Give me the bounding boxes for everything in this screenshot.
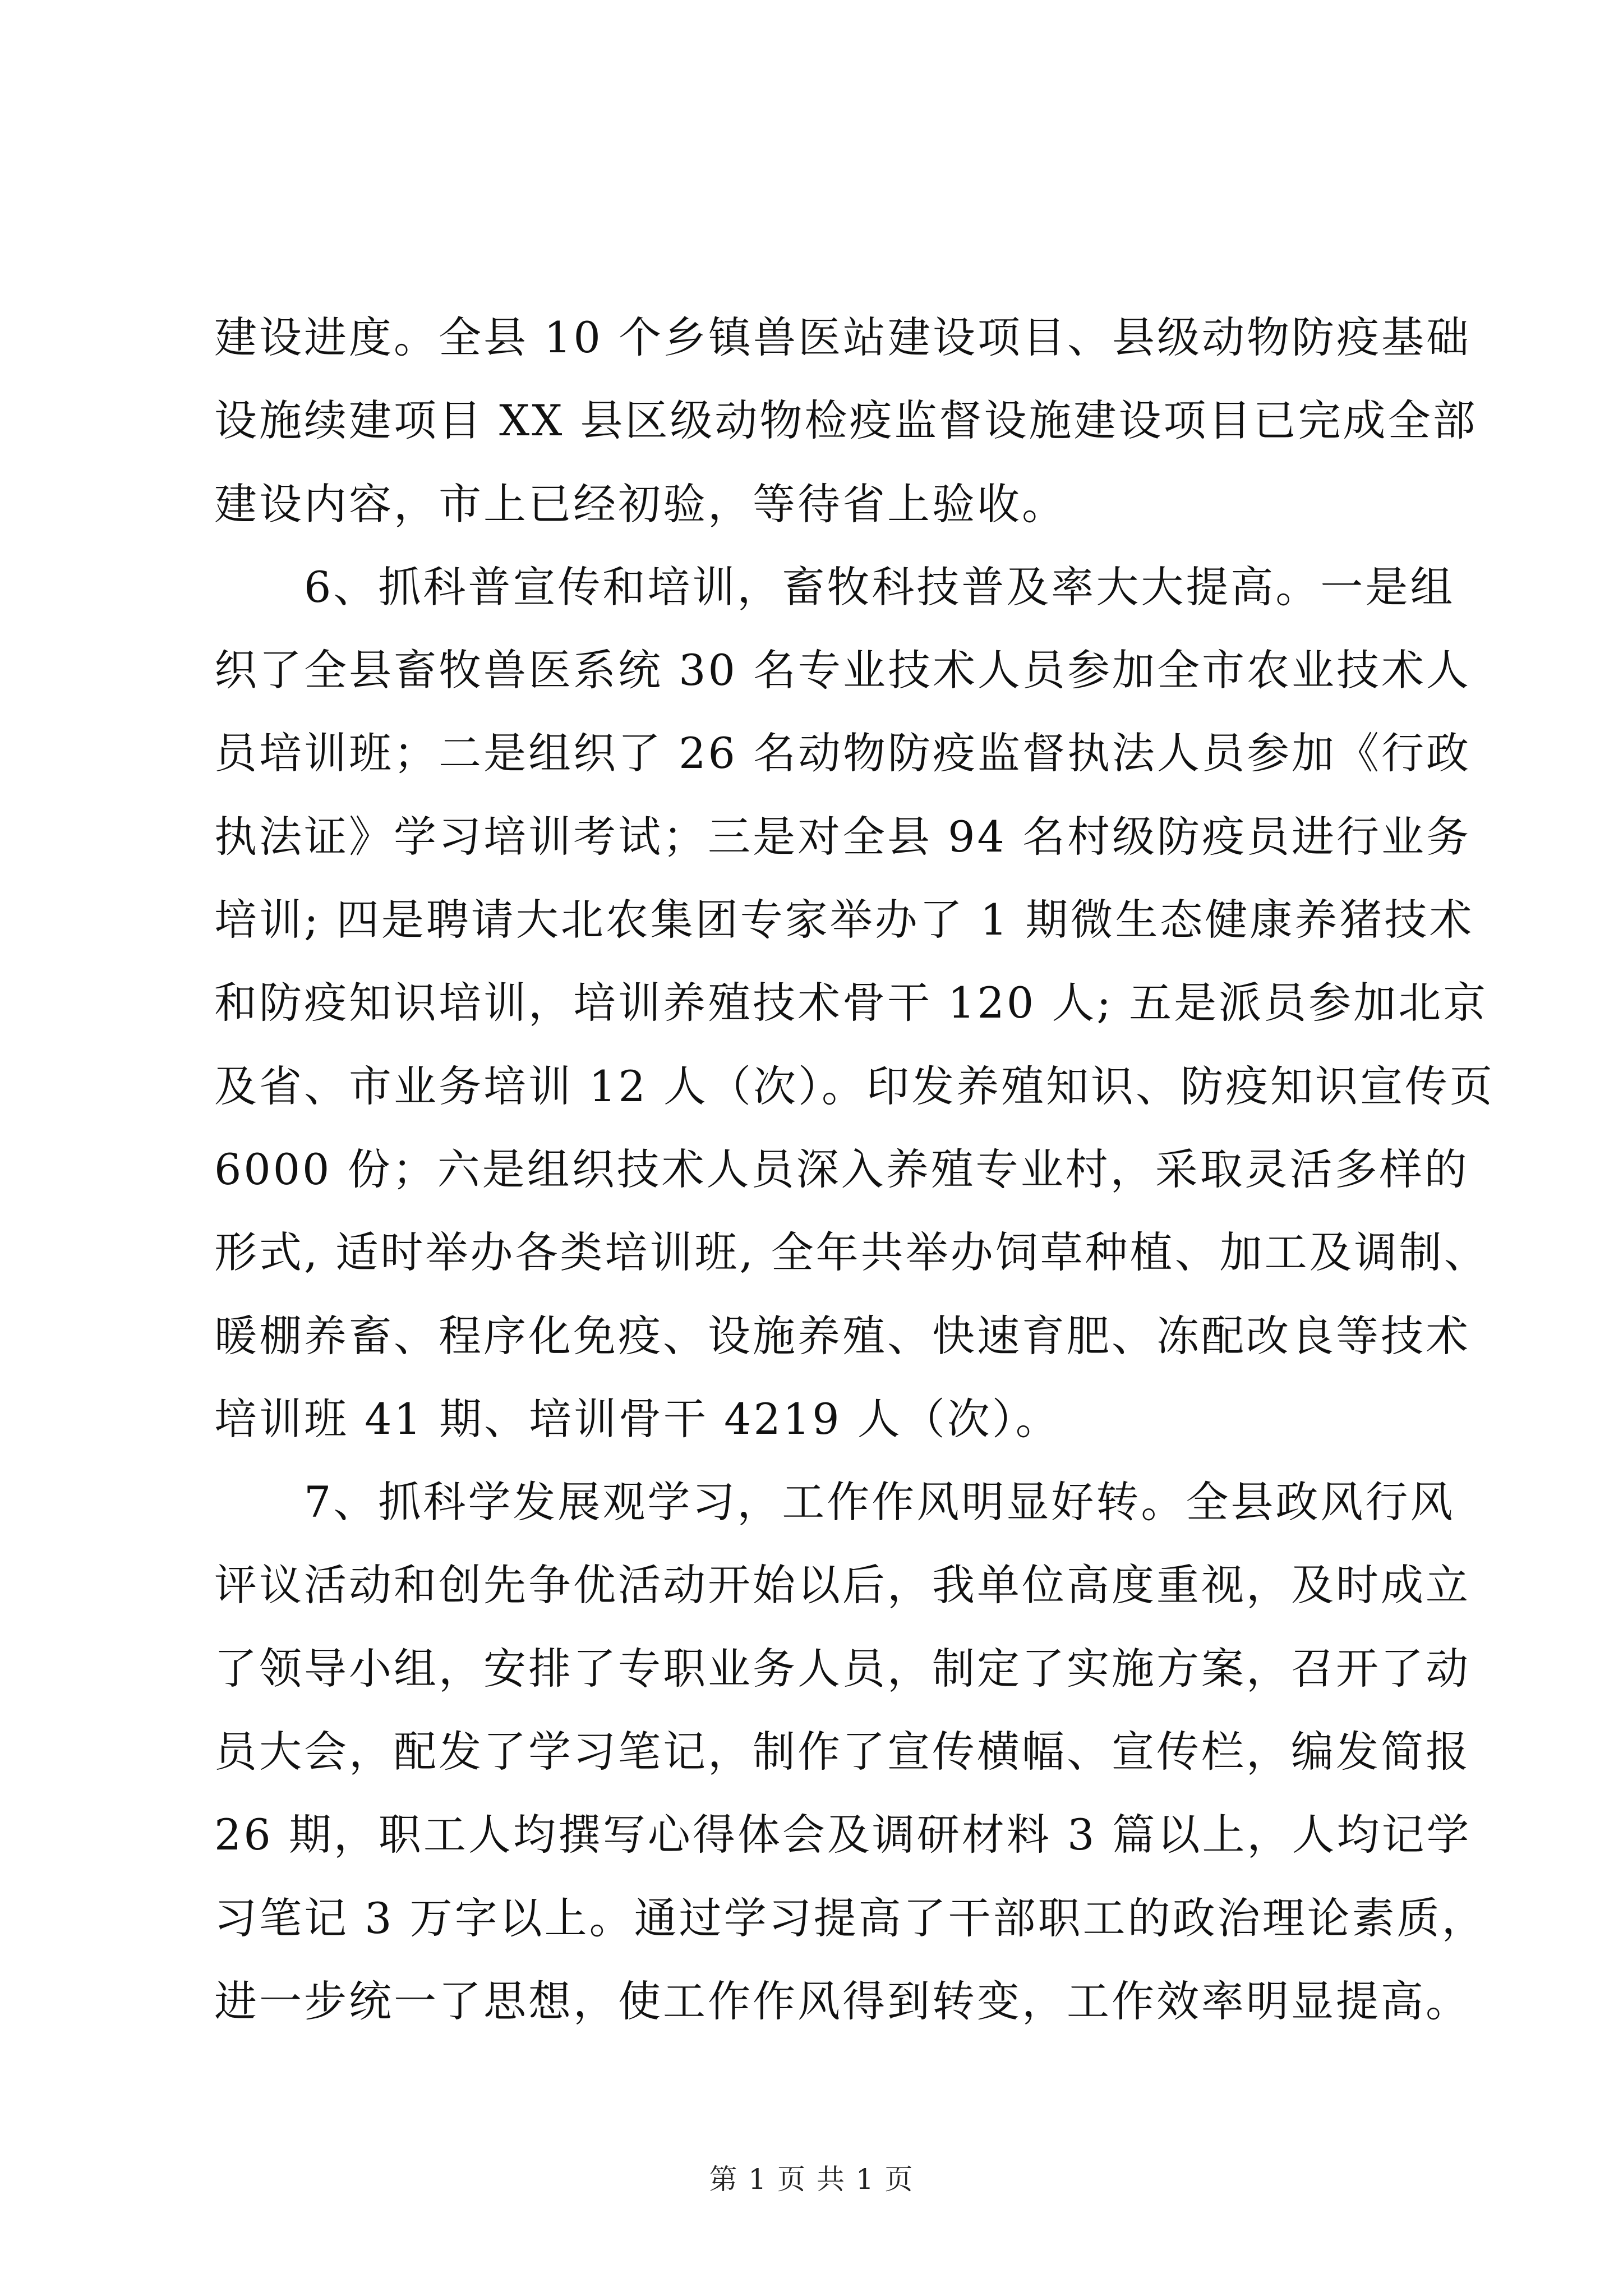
page-footer: 第 1 页 共 1 页 — [709, 2163, 914, 2196]
text-line: 及省、市业务培训 12 人（次）。印发养殖知识、防疫知识宣传页 — [214, 1061, 1495, 1111]
text-line: 和防疫知识培训，培训养殖技术骨干 120 人; 五是派员参加北京 — [214, 978, 1488, 1028]
text-line: 评议活动和创先争优活动开始以后，我单位高度重视，及时成立 — [214, 1560, 1470, 1611]
text-line: 设施续建项目 XX 县区级动物检疫监督设施建设项目已完成全部 — [214, 395, 1478, 446]
document-body — [214, 296, 1495, 2043]
text-line: 习笔记 3 万字以上。通过学习提高了干部职工的政治理论素质， — [214, 1893, 1487, 1943]
text-line: 培训; 四是聘请大北农集团专家举办了 1 期微生态健康养猪技术 — [214, 895, 1474, 945]
text-line: 形式, 适时举办各类培训班, 全年共举办饲草种植、加工及调制、 — [214, 1227, 1489, 1278]
text-line: 织了全县畜牧兽医系统 30 名专业技术人员参加全市农业技术人 — [214, 645, 1472, 696]
text-line: 进一步统一了思想，使工作作风得到转变，工作效率明显提高。 — [214, 1976, 1470, 2026]
text-line: 建设进度。全县 10 个乡镇兽医站建设项目、县级动物防疫基础 — [214, 312, 1472, 362]
text-line: 员培训班；二是组织了 26 名动物防疫监督执法人员参加《行政 — [214, 728, 1472, 779]
text-line: 员大会，配发了学习笔记，制作了宣传横幅、宣传栏，编发简报 — [214, 1727, 1470, 1777]
text-line: 建设内容，市上已经初验，等待省上验收。 — [214, 478, 1067, 529]
text-line: 了领导小组，安排了专职业务人员，制定了实施方案，召开了动 — [214, 1643, 1470, 1694]
text-line: 暖棚养畜、程序化免疫、设施养殖、快速育肥、冻配改良等技术 — [214, 1310, 1470, 1361]
text-line: 26 期，职工人均撰写心得体会及调研材料 3 篇以上，人均记学 — [214, 1810, 1472, 1860]
paragraph-start-line: 6、抓科普宣传和培训，畜牧科技普及率大大提高。一是组 — [214, 562, 1455, 612]
paragraph-start-line: 7、抓科学发展观学习，工作作风明显好转。全县政风行风 — [214, 1477, 1455, 1527]
text-line: 执法证》学习培训考试；三是对全县 94 名村级防疫员进行业务 — [214, 811, 1472, 862]
text-line: 6000 份；六是组织技术人员深入养殖专业村，采取灵活多样的 — [214, 1144, 1469, 1194]
text-line: 培训班 41 期、培训骨干 4219 人（次）。 — [214, 1393, 1061, 1444]
